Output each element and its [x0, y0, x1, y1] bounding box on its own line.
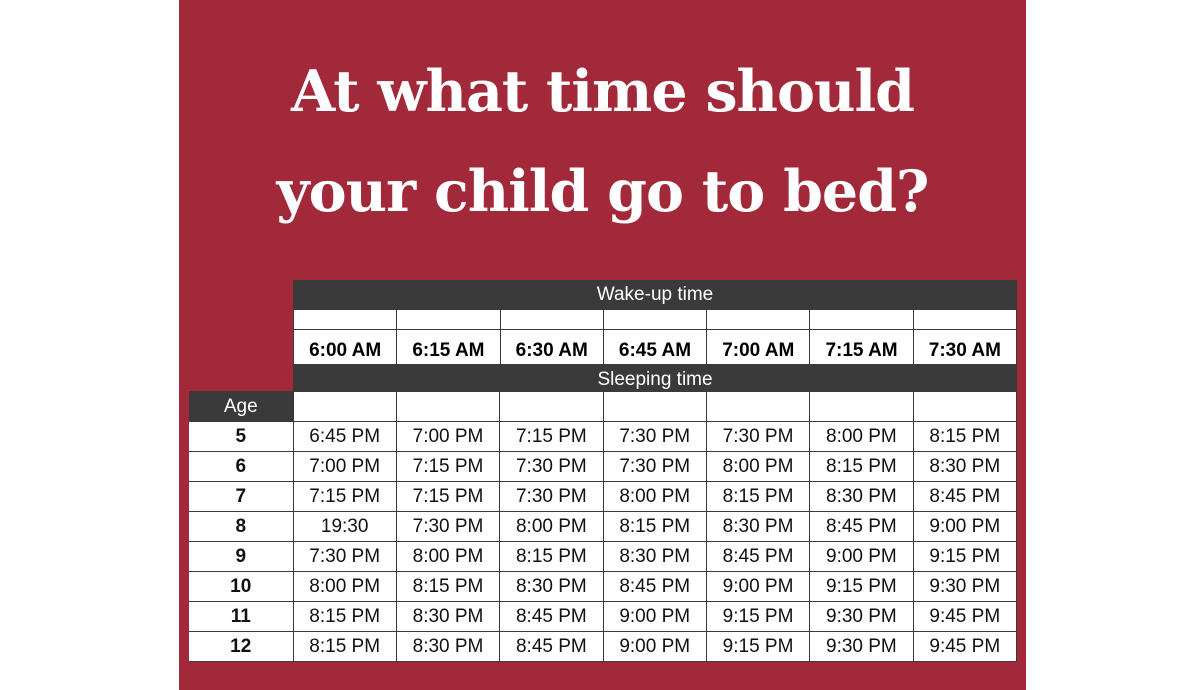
bedtime-cell: 8:30 PM	[913, 452, 1016, 482]
age-cell: 11	[189, 602, 293, 632]
bedtime-cell: 8:00 PM	[810, 422, 913, 452]
age-cell: 6	[189, 452, 293, 482]
bedtime-cell: 9:45 PM	[913, 602, 1016, 632]
title-line-2: your child go to bed?	[276, 158, 929, 225]
bedtime-cell: 7:15 PM	[293, 482, 396, 512]
bedtime-cell: 9:30 PM	[913, 572, 1016, 602]
page-title	[179, 42, 1026, 242]
bedtime-cell: 8:00 PM	[396, 542, 499, 572]
bedtime-cell: 8:00 PM	[500, 512, 603, 542]
blank-cell	[706, 392, 809, 422]
age-cell: 12	[189, 632, 293, 662]
bedtime-cell: 7:30 PM	[293, 542, 396, 572]
spacer-cell	[913, 310, 1016, 330]
bedtime-cell: 8:15 PM	[706, 482, 809, 512]
wake-time-cell: 6:45 AM	[603, 330, 706, 365]
spacer-cell	[294, 310, 397, 330]
bedtime-cell: 8:15 PM	[396, 572, 499, 602]
bedtime-cell: 9:00 PM	[706, 572, 809, 602]
bedtime-cell: 9:15 PM	[706, 602, 809, 632]
bedtime-cell: 8:30 PM	[603, 542, 706, 572]
blank-cell	[603, 392, 706, 422]
bedtime-cell: 7:15 PM	[396, 452, 499, 482]
table-row	[189, 602, 1017, 632]
bedtime-cell: 7:30 PM	[396, 512, 499, 542]
age-cell: 10	[189, 572, 293, 602]
age-cell: 9	[189, 542, 293, 572]
bedtime-cell: 8:45 PM	[706, 542, 809, 572]
bedtime-cell: 9:15 PM	[706, 632, 809, 662]
bedtime-cell: 8:30 PM	[500, 572, 603, 602]
blank-cell	[396, 392, 499, 422]
bedtime-cell: 9:45 PM	[913, 632, 1016, 662]
bedtime-cell: 8:15 PM	[603, 512, 706, 542]
sleep-schedule	[189, 391, 1017, 662]
wake-time-cell: 7:00 AM	[707, 330, 810, 365]
bedtime-cell: 9:15 PM	[913, 542, 1016, 572]
bedtime-cell: 7:30 PM	[500, 452, 603, 482]
sleep-schedule-table	[189, 391, 1017, 662]
bedtime-cell: 8:30 PM	[396, 632, 499, 662]
bedtime-cell: 7:30 PM	[603, 452, 706, 482]
age-cell: 7	[189, 482, 293, 512]
bedtime-cell: 8:15 PM	[500, 542, 603, 572]
bedtime-cell: 8:30 PM	[396, 602, 499, 632]
bedtime-cell: 9:00 PM	[913, 512, 1016, 542]
wake-up-header	[293, 280, 1017, 394]
age-header-row	[189, 392, 1017, 422]
bedtime-cell: 7:00 PM	[293, 452, 396, 482]
blank-cell	[810, 392, 913, 422]
spacer-cell	[810, 310, 913, 330]
blank-cell	[293, 392, 396, 422]
bedtime-cell: 9:30 PM	[810, 632, 913, 662]
blank-cell	[500, 392, 603, 422]
wake-time-cell: 6:15 AM	[397, 330, 500, 365]
sleeping-time-band: Sleeping time	[293, 365, 1017, 394]
spacer-row	[294, 310, 1017, 330]
wake-time-cell: 6:00 AM	[294, 330, 397, 365]
bedtime-cell: 8:45 PM	[603, 572, 706, 602]
bedtime-cell: 8:15 PM	[810, 452, 913, 482]
bedtime-cell: 7:30 PM	[706, 422, 809, 452]
spacer-cell	[707, 310, 810, 330]
bedtime-cell: 6:45 PM	[293, 422, 396, 452]
bedtime-cell: 8:15 PM	[293, 632, 396, 662]
wake-up-times-table	[293, 309, 1017, 365]
spacer-cell	[500, 310, 603, 330]
bedtime-cell: 7:30 PM	[500, 482, 603, 512]
bedtime-cell: 8:30 PM	[706, 512, 809, 542]
bedtime-cell: 8:00 PM	[706, 452, 809, 482]
wake-up-time-band: Wake-up time	[293, 280, 1017, 309]
bedtime-cell: 19:30	[293, 512, 396, 542]
bedtime-cell: 8:00 PM	[603, 482, 706, 512]
title-line-1: At what time should	[291, 58, 914, 125]
bedtime-cell: 7:00 PM	[396, 422, 499, 452]
bedtime-cell: 8:45 PM	[913, 482, 1016, 512]
bedtime-cell: 9:00 PM	[603, 602, 706, 632]
age-cell: 5	[189, 422, 293, 452]
table-row	[189, 572, 1017, 602]
table-row	[189, 422, 1017, 452]
wake-time-cell: 6:30 AM	[500, 330, 603, 365]
table-row	[189, 452, 1017, 482]
bedtime-cell: 8:15 PM	[293, 602, 396, 632]
bedtime-cell: 7:15 PM	[500, 422, 603, 452]
bedtime-cell: 7:15 PM	[396, 482, 499, 512]
bedtime-cell: 8:15 PM	[913, 422, 1016, 452]
bedtime-cell: 8:00 PM	[293, 572, 396, 602]
blank-cell	[913, 392, 1016, 422]
wake-time-cell: 7:30 AM	[913, 330, 1016, 365]
bedtime-cell: 9:00 PM	[810, 542, 913, 572]
wake-times-row	[294, 330, 1017, 365]
spacer-cell	[397, 310, 500, 330]
age-cell: 8	[189, 512, 293, 542]
spacer-cell	[603, 310, 706, 330]
table-row	[189, 632, 1017, 662]
table-row	[189, 542, 1017, 572]
bedtime-cell: 9:00 PM	[603, 632, 706, 662]
bedtime-cell: 8:45 PM	[810, 512, 913, 542]
bedtime-cell: 7:30 PM	[603, 422, 706, 452]
table-row	[189, 512, 1017, 542]
bedtime-cell: 8:45 PM	[500, 602, 603, 632]
bedtime-cell: 9:15 PM	[810, 572, 913, 602]
bedtime-cell: 8:45 PM	[500, 632, 603, 662]
table-row	[189, 482, 1017, 512]
wake-time-cell: 7:15 AM	[810, 330, 913, 365]
age-column-header: Age	[189, 392, 293, 422]
bedtime-cell: 9:30 PM	[810, 602, 913, 632]
bedtime-cell: 8:30 PM	[810, 482, 913, 512]
